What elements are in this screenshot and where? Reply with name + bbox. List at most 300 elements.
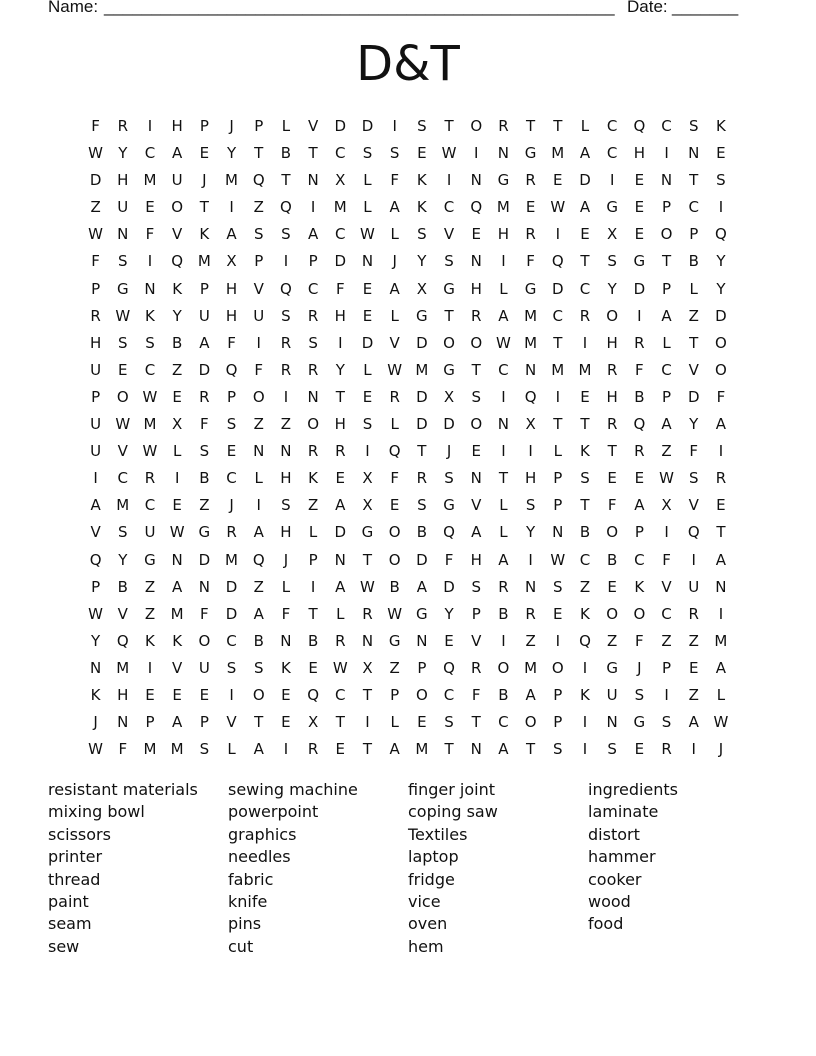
grid-letter: L <box>553 442 562 461</box>
grid-letter: R <box>362 604 373 623</box>
grid-letter: T <box>580 496 590 515</box>
grid-letter: H <box>524 469 537 488</box>
grid-letter: D <box>361 333 374 352</box>
grid-letter: S <box>118 523 128 542</box>
grid-letter: I <box>555 631 560 650</box>
grid-letter: J <box>637 658 642 677</box>
grid-letter: L <box>363 198 372 217</box>
grid-letter: L <box>336 604 345 623</box>
grid-letter: E <box>281 713 291 732</box>
grid-letter: K <box>172 631 183 650</box>
grid-letter: S <box>226 658 237 677</box>
grid-letter: N <box>280 631 292 650</box>
grid-letter: O <box>633 604 646 623</box>
grid-letter: Z <box>144 604 156 623</box>
grid-letter: Y <box>172 306 182 325</box>
grid-letter: E <box>525 198 536 217</box>
grid-letter: N <box>606 713 618 732</box>
name-label: Name: <box>48 0 99 16</box>
grid-letter: Q <box>443 523 455 542</box>
grid-letter: I <box>392 117 397 135</box>
grid-letter: C <box>498 713 509 732</box>
grid-letter: N <box>361 252 374 271</box>
grid-letter: D <box>416 333 428 352</box>
grid-letter: K <box>172 279 183 298</box>
grid-letter: E <box>362 306 373 325</box>
grid-letter: I <box>338 333 343 352</box>
grid-letter: Z <box>199 496 210 515</box>
grid-letter: Z <box>280 415 292 434</box>
grid-letter: V <box>117 442 128 461</box>
grid-letter: S <box>389 144 400 163</box>
grid-letter: H <box>606 333 618 352</box>
grid-letter: S <box>634 685 645 704</box>
grid-letter: Q <box>89 550 102 569</box>
grid-letter: K <box>145 306 155 325</box>
grid-letter: T <box>417 442 427 461</box>
grid-letter: F <box>635 360 644 379</box>
grid-letter: V <box>688 496 699 515</box>
grid-letter: K <box>90 685 101 704</box>
grid-letter: G <box>416 306 428 325</box>
grid-letter: G <box>633 713 646 732</box>
grid-letter: F <box>91 252 100 271</box>
grid-letter: O <box>171 198 184 217</box>
grid-letter: E <box>199 685 210 704</box>
page-title: D&T <box>356 36 460 92</box>
word-item: cut <box>228 936 254 956</box>
grid-letter: S <box>362 415 373 434</box>
grid-letter: O <box>470 117 483 135</box>
grid-letter: R <box>280 333 292 352</box>
grid-letter: F <box>526 252 535 271</box>
grid-letter: S <box>253 225 264 244</box>
grid-letter: C <box>661 604 672 623</box>
grid-letter: I <box>501 252 506 271</box>
grid-letter: P <box>199 713 209 732</box>
grid-letter: Z <box>661 631 672 650</box>
word-item: cooker <box>588 869 642 889</box>
word-item: food <box>588 914 624 934</box>
grid-letter: U <box>90 360 102 379</box>
grid-letter: I <box>718 442 724 461</box>
grid-letter: S <box>281 225 291 244</box>
grid-letter: I <box>229 685 234 704</box>
grid-letter: X <box>362 496 373 515</box>
grid-letter: Y <box>226 144 237 163</box>
grid-letter: Z <box>90 198 101 217</box>
grid-letter: L <box>499 279 508 298</box>
grid-letter: R <box>634 333 645 352</box>
grid-letter: Z <box>579 577 591 596</box>
grid-letter: M <box>225 171 238 190</box>
grid-letter: H <box>225 306 238 325</box>
grid-letter: Z <box>688 631 699 650</box>
grid-letter: P <box>308 252 318 271</box>
grid-letter: P <box>145 713 155 732</box>
grid-letter: E <box>471 225 481 244</box>
grid-letter: T <box>308 604 318 623</box>
grid-letter: T <box>661 252 672 271</box>
grid-letter: Y <box>716 252 726 271</box>
grid-letter: N <box>253 442 265 461</box>
grid-letter: E <box>172 387 182 406</box>
word-column <box>588 779 768 958</box>
grid-letter: N <box>524 577 537 596</box>
name-field[interactable]: ______________________________________________________ <box>104 0 615 16</box>
grid-letter: A <box>579 144 591 163</box>
grid-letter: T <box>362 740 373 759</box>
grid-letter: F <box>390 469 399 488</box>
grid-letter: D <box>687 387 700 406</box>
grid-letter: U <box>688 577 700 596</box>
grid-letter: O <box>606 604 619 623</box>
grid-letter: M <box>578 360 592 379</box>
grid-letter: O <box>415 685 428 704</box>
grid-letter: O <box>116 387 129 406</box>
word-item: fridge <box>408 869 455 889</box>
grid-letter: Q <box>280 198 292 217</box>
grid-letter: T <box>580 415 590 434</box>
grid-letter: A <box>172 713 183 732</box>
grid-letter: O <box>715 360 727 379</box>
grid-letter: T <box>199 198 209 217</box>
grid-letter: H <box>117 685 129 704</box>
grid-letter: U <box>144 523 156 542</box>
grid-letter: J <box>283 550 289 569</box>
grid-letter: K <box>416 198 427 217</box>
grid-letter: O <box>443 333 455 352</box>
grid-letter: W <box>360 225 375 244</box>
grid-letter: K <box>580 604 590 623</box>
grid-letter: E <box>607 469 617 488</box>
grid-letter: P <box>553 685 563 704</box>
grid-letter: M <box>551 144 565 163</box>
grid-letter: S <box>118 333 128 352</box>
grid-letter: L <box>390 306 399 325</box>
grid-letter: I <box>310 577 316 596</box>
grid-letter: H <box>225 279 238 298</box>
grid-letter: J <box>229 496 234 515</box>
grid-letter: Z <box>253 415 264 434</box>
grid-letter: F <box>635 631 644 650</box>
grid-letter: E <box>281 685 291 704</box>
grid-letter: V <box>253 279 264 298</box>
grid-letter: M <box>524 333 538 352</box>
grid-letter: R <box>525 604 536 623</box>
grid-letter: D <box>89 171 102 190</box>
grid-letter: P <box>553 496 563 515</box>
grid-letter: N <box>307 171 319 190</box>
grid-letter: S <box>199 442 210 461</box>
grid-letter: T <box>335 387 345 406</box>
word-item: thread <box>48 869 101 889</box>
grid-letter: A <box>715 415 727 434</box>
header-line <box>48 0 748 19</box>
grid-letter: Y <box>335 360 345 379</box>
word-item: distort <box>588 824 640 844</box>
grid-letter: P <box>390 685 400 704</box>
grid-letter: T <box>362 685 373 704</box>
grid-letter: E <box>716 144 726 163</box>
grid-letter: G <box>524 144 537 163</box>
grid-letter: R <box>498 577 509 596</box>
grid-letter: E <box>335 469 346 488</box>
grid-letter: D <box>416 415 428 434</box>
grid-letter: A <box>688 713 699 732</box>
grid-letter: C <box>443 685 455 704</box>
grid-letter: R <box>525 171 536 190</box>
grid-letter: M <box>496 198 510 217</box>
grid-letter: W <box>495 333 511 352</box>
grid-letter: O <box>388 523 401 542</box>
grid-letter: A <box>253 740 264 759</box>
grid-letter: B <box>498 685 509 704</box>
grid-letter: U <box>253 306 265 325</box>
grid-letter: I <box>528 442 533 461</box>
date-field[interactable]: _______ <box>672 0 739 16</box>
grid-letter: C <box>606 117 618 135</box>
grid-letter: W <box>142 387 158 406</box>
grid-letter: D <box>715 306 727 325</box>
word-item: pins <box>228 914 262 934</box>
grid-letter: L <box>499 523 508 542</box>
grid-letter: G <box>606 658 618 677</box>
grid-letter: Q <box>633 415 646 434</box>
grid-letter: S <box>444 252 454 271</box>
grid-letter: D <box>225 604 238 623</box>
grid-letter: E <box>417 144 427 163</box>
grid-letter: I <box>501 387 506 406</box>
grid-letter: O <box>497 658 510 677</box>
grid-letter: P <box>553 469 563 488</box>
grid-letter: M <box>197 252 211 271</box>
grid-letter: T <box>498 469 508 488</box>
grid-letter: P <box>689 225 699 244</box>
grid-letter: V <box>443 225 455 244</box>
grid-letter: A <box>172 577 183 596</box>
grid-letter: R <box>335 442 346 461</box>
grid-letter: S <box>444 469 454 488</box>
grid-letter: M <box>143 415 157 434</box>
grid-letter: I <box>582 713 588 732</box>
grid-letter: B <box>117 577 128 596</box>
grid-letter: U <box>198 658 210 677</box>
grid-letter: K <box>634 577 645 596</box>
grid-letter: S <box>580 469 590 488</box>
grid-letter: Q <box>633 117 646 135</box>
grid-letter: V <box>661 577 672 596</box>
grid-letter: R <box>634 442 645 461</box>
grid-letter: S <box>199 740 210 759</box>
grid-letter: Q <box>551 252 564 271</box>
grid-letter: N <box>334 550 346 569</box>
grid-letter: P <box>417 658 427 677</box>
grid-letter: K <box>580 685 590 704</box>
grid-letter: L <box>308 523 318 542</box>
grid-letter: L <box>390 415 399 434</box>
grid-letter: I <box>174 469 180 488</box>
grid-letter: Y <box>91 631 101 650</box>
grid-letter: K <box>145 631 155 650</box>
grid-letter: I <box>582 658 588 677</box>
grid-letter: T <box>254 144 264 163</box>
grid-letter: R <box>307 360 319 379</box>
grid-letter: R <box>498 117 509 135</box>
grid-letter: R <box>525 225 536 244</box>
grid-letter: Q <box>252 171 265 190</box>
grid-letter: T <box>308 144 318 163</box>
grid-letter: O <box>524 713 537 732</box>
grid-letter: N <box>307 387 319 406</box>
word-item: powerpoint <box>228 802 319 822</box>
grid-letter: I <box>609 171 615 190</box>
grid-letter: F <box>145 225 155 244</box>
grid-letter: E <box>118 360 128 379</box>
grid-letter: H <box>497 225 510 244</box>
grid-letter: E <box>417 713 427 732</box>
grid-letter: E <box>308 658 318 677</box>
grid-letter: W <box>115 415 131 434</box>
grid-letter: H <box>334 306 346 325</box>
grid-letter: A <box>634 496 645 515</box>
grid-letter: W <box>88 225 104 244</box>
grid-letter: A <box>389 198 400 217</box>
grid-letter: K <box>580 442 590 461</box>
grid-letter: D <box>198 550 211 569</box>
grid-letter: P <box>91 279 101 298</box>
grid-letter: Z <box>688 685 699 704</box>
grid-letter: C <box>443 198 455 217</box>
grid-letter: X <box>335 171 346 190</box>
grid-letter: G <box>497 171 510 190</box>
grid-letter: D <box>416 387 428 406</box>
grid-letter: C <box>661 360 672 379</box>
grid-letter: H <box>280 469 292 488</box>
grid-letter: R <box>471 306 482 325</box>
grid-letter: N <box>416 631 428 650</box>
grid-letter: G <box>144 550 156 569</box>
grid-letter: O <box>606 306 619 325</box>
grid-letter: O <box>388 550 401 569</box>
grid-letter: Q <box>307 685 319 704</box>
grid-letter: E <box>634 171 645 190</box>
grid-letter: C <box>307 279 319 298</box>
grid-letter: I <box>229 198 234 217</box>
grid-letter: A <box>172 144 183 163</box>
grid-letter: N <box>524 360 537 379</box>
grid-letter: T <box>689 333 699 352</box>
grid-letter: W <box>387 604 403 623</box>
grid-letter: I <box>664 144 669 163</box>
grid-letter: S <box>525 496 536 515</box>
grid-letter: S <box>362 144 373 163</box>
grid-letter: I <box>501 631 506 650</box>
grid-letter: V <box>307 117 319 135</box>
letter-grid <box>82 113 735 763</box>
grid-letter: S <box>661 713 672 732</box>
grid-letter: A <box>335 577 346 596</box>
grid-letter: E <box>716 496 726 515</box>
grid-letter: N <box>280 442 292 461</box>
grid-letter: L <box>172 442 182 461</box>
grid-letter: S <box>688 117 699 135</box>
grid-letter: Q <box>388 442 401 461</box>
grid-letter: R <box>117 117 128 135</box>
grid-letter: Z <box>525 631 536 650</box>
grid-letter: P <box>662 198 672 217</box>
grid-letter: F <box>390 171 399 190</box>
grid-letter: D <box>443 577 455 596</box>
grid-letter: F <box>254 360 264 379</box>
grid-letter: S <box>253 658 264 677</box>
grid-letter: H <box>470 279 482 298</box>
grid-letter: Y <box>526 523 536 542</box>
grid-letter: T <box>444 740 454 759</box>
grid-letter: L <box>662 333 671 352</box>
date-label: Date: <box>627 0 668 16</box>
grid-letter: V <box>172 225 183 244</box>
grid-letter: C <box>661 117 672 135</box>
grid-letter: A <box>90 496 101 515</box>
grid-letter: W <box>88 604 104 623</box>
grid-letter: V <box>90 523 101 542</box>
grid-letter: Y <box>607 279 617 298</box>
grid-letter: S <box>716 171 726 190</box>
grid-letter: Q <box>280 279 292 298</box>
grid-letter: A <box>416 577 427 596</box>
grid-letter: T <box>553 117 563 135</box>
grid-letter: R <box>606 415 618 434</box>
grid-letter: E <box>634 225 645 244</box>
grid-letter: A <box>715 658 727 677</box>
grid-letter: L <box>254 469 263 488</box>
word-item: hem <box>408 936 444 956</box>
grid-letter: T <box>716 523 726 542</box>
grid-letter: P <box>553 713 563 732</box>
grid-letter: F <box>716 387 726 406</box>
word-item: graphics <box>228 824 297 844</box>
grid-letter: X <box>525 415 536 434</box>
grid-letter: C <box>335 685 346 704</box>
grid-letter: Q <box>171 252 184 271</box>
grid-letter: N <box>117 225 129 244</box>
grid-letter: O <box>551 658 564 677</box>
grid-letter: H <box>280 523 292 542</box>
grid-letter: L <box>227 740 236 759</box>
grid-letter: N <box>552 523 564 542</box>
grid-letter: V <box>471 631 482 650</box>
grid-letter: H <box>606 387 618 406</box>
grid-letter: F <box>335 279 345 298</box>
grid-letter: Y <box>444 604 454 623</box>
grid-letter: I <box>664 685 669 704</box>
grid-letter: M <box>333 198 347 217</box>
grid-letter: J <box>229 117 234 135</box>
grid-letter: E <box>172 685 182 704</box>
grid-letter: G <box>388 631 401 650</box>
grid-letter: K <box>308 469 319 488</box>
word-item: hammer <box>588 847 656 867</box>
grid-letter: F <box>471 685 481 704</box>
grid-letter: D <box>552 279 564 298</box>
grid-letter: Q <box>579 631 591 650</box>
grid-letter: B <box>280 144 292 163</box>
grid-letter: D <box>198 360 211 379</box>
grid-letter: W <box>142 442 158 461</box>
grid-letter: O <box>715 333 727 352</box>
grid-letter: J <box>392 252 397 271</box>
